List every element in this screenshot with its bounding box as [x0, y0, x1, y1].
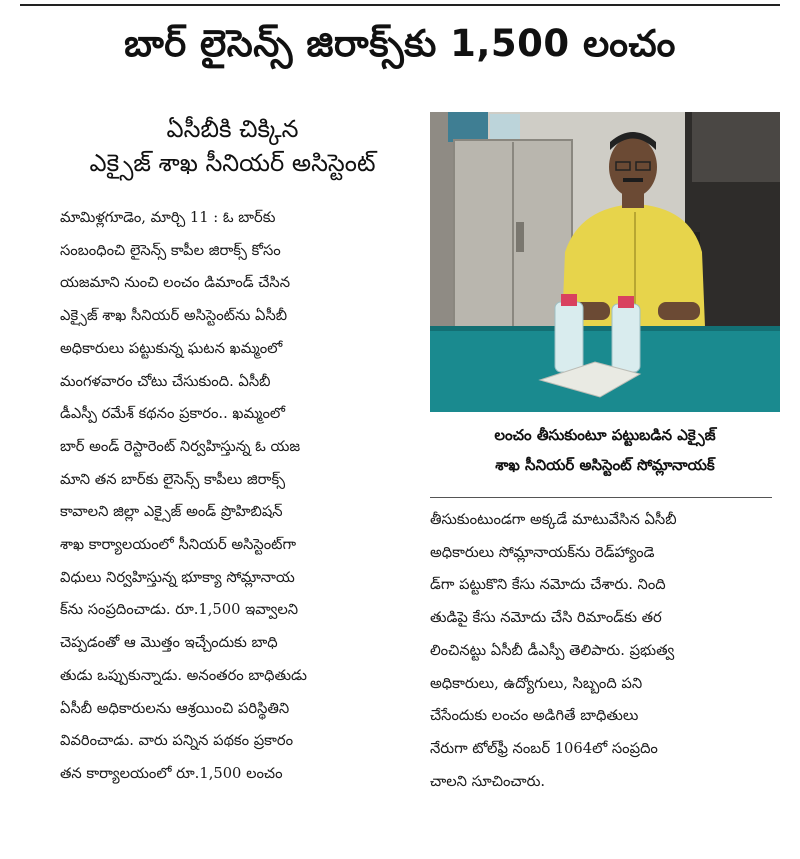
body-line: చాలని సూచించారు.: [430, 772, 546, 790]
news-photo: [430, 112, 780, 412]
body-line: డీఎస్పీ రమేశ్ కథనం ప్రకారం.. ఖమ్మంలో: [60, 405, 286, 423]
body-line: బార్ అండ్ రెస్టారెంట్ నిర్వహిస్తున్న ఓ యజ: [60, 437, 301, 455]
body-line: చేసేందుకు లంచం అడిగితే బాధితులు: [430, 707, 639, 725]
body-line: విధులు నిర్వహిస్తున్న భూక్యా సోమ్లానాయ: [60, 568, 295, 586]
body-line: డ్‌గా పట్టుకొని కేసు నమోదు చేశారు. నింది: [430, 576, 666, 594]
body-line: యజమాని నుంచి లంచం డిమాండ్ చేసిన: [60, 274, 291, 292]
caption-line: శాఖ సీనియర్ అసిస్టెంట్ సోమ్లానాయక్: [495, 456, 715, 474]
body-line: అధికారులు, ఉద్యోగులు, సిబ్బంది పని: [430, 674, 643, 692]
body-line: కావాలని జిల్లా ఎక్సైజ్ అండ్ ప్రొహిబిషన్: [60, 503, 283, 521]
subheadline: [60, 112, 405, 180]
right-column: [430, 504, 775, 798]
body-line: మామిళ్లగూడెం, మార్చి 11 : ఓ బార్‌కు: [60, 209, 276, 226]
body-line: తీసుకుంటుండగా అక్కడే మాటువేసిన ఏసీబీ: [430, 511, 677, 528]
body-line: క్‌ను సంప్రదించాడు. రూ.1,500 ఇవ్వాలని: [60, 601, 299, 619]
body-line: తన కార్యాలయంలో రూ.1,500 లంచం: [60, 764, 283, 782]
body-line: ఎక్సైజ్ శాఖ సీనియర్ అసిస్టెంట్‌ను ఏసీబీ: [60, 307, 288, 325]
body-line: నేరుగా టోల్‌ఫ్రీ నంబర్ 1064లో సంప్రదిం: [430, 739, 658, 757]
caption-divider: [430, 497, 772, 498]
left-column: [60, 112, 405, 791]
body-line: శాఖ కార్యాలయంలో సీనియర్ అసిస్టెంట్‌గా: [60, 536, 297, 554]
body-line: ఏసీబీ అధికారులను ఆశ్రయించి పరిస్థితిని: [60, 699, 290, 717]
top-rule: [20, 4, 780, 6]
body-line: అధికారులు పట్టుకున్న ఘటన ఖమ్మంలో: [60, 339, 283, 357]
body-line: అధికారులు సోమ్లానాయక్‌ను రెడ్‌హ్యాండె: [430, 543, 655, 561]
body-line: మాని తన బార్‌కు లైసెన్స్ కాపీలు జిరాక్స్: [60, 470, 286, 488]
headline: బార్ లైసెన్స్ జిరాక్స్‌కు 1,500 లంచం: [124, 22, 676, 65]
subheadline-line: ఎక్సైజ్ శాఖ సీనియర్ అసిస్టెంట్: [89, 149, 376, 177]
body-line: తుడు ఒప్పుకున్నాడు. అనంతరం బాధితుడు: [60, 666, 307, 684]
body-line: లించినట్టు ఏసీబీ డీఎస్పీ తెలిపారు. ప్రభుత్వ: [430, 641, 675, 659]
body-line: మంగళవారం చోటు చేసుకుంది. ఏసీబీ: [60, 372, 271, 390]
subheadline-line: ఏసీబీకి చిక్కిన: [166, 115, 299, 143]
body-left: [60, 202, 405, 791]
body-line: వివరించాడు. వారు పన్నిన పథకం ప్రకారం: [60, 732, 294, 750]
body-right: [430, 504, 775, 798]
body-line: తుడిపై కేసు నమోదు చేసి రిమాండ్‌కు తర: [430, 609, 662, 627]
caption-line: లంచం తీసుకుంటూ పట్టుబడిన ఎక్సైజ్: [494, 426, 716, 444]
body-line: సంబంధించి లైసెన్స్ కాపీల జిరాక్స్ కోసం: [60, 241, 281, 259]
body-line: చెప్పడంతో ఆ మొత్తం ఇచ్చేందుకు బాధి: [60, 634, 278, 652]
photo-caption: [430, 420, 780, 480]
